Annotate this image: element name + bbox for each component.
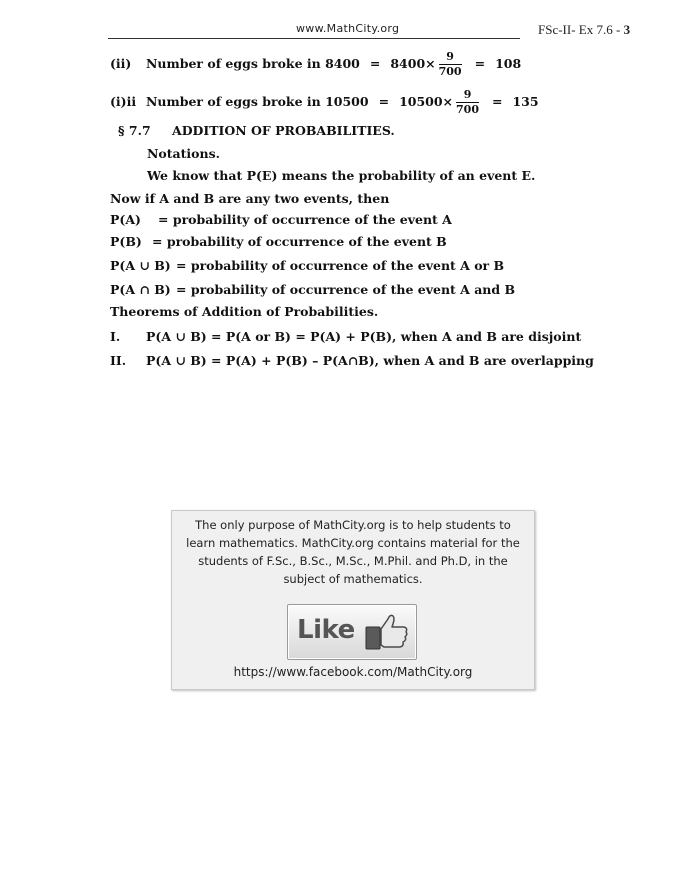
notations-heading: Notations. [147, 146, 220, 161]
meaning-union: = probability of occurrence of the event A or B [176, 258, 505, 273]
theorems-heading: Theorems of Addition of Probabilities. [110, 304, 379, 319]
theorem-formula: P(A ∪ B) = P(A or B) = P(A) + P(B), when A and B are disjoint [146, 329, 582, 344]
item-text-ii: Number of eggs broke in 8400 [146, 56, 360, 71]
symbol-pa: P(A) [110, 212, 141, 227]
fraction-iii [456, 88, 479, 117]
facebook-like-button[interactable] [287, 604, 417, 660]
multiplier-iii: 10500× [399, 94, 454, 109]
header-rule [108, 38, 520, 39]
symbol-intersection: P(A ∩ B) [110, 282, 171, 297]
facebook-link[interactable]: https://www.facebook.com/MathCity.org [233, 665, 473, 679]
fraction-numerator: 9 [456, 88, 479, 103]
theorem-two [110, 353, 594, 368]
meaning-pb: = probability of occurrence of the event B [152, 234, 447, 249]
intro-sentence: We know that P(E) means the probability of an event E. [147, 168, 536, 183]
events-sentence: Now if A and B are any two events, then [110, 191, 390, 206]
meaning-intersection: = probability of occurrence of the event A and B [176, 282, 516, 297]
header-page-number: 3 [623, 22, 631, 37]
definition-pa [110, 212, 452, 227]
result-ii: 108 [495, 56, 522, 71]
item-text-iii: Number of eggs broke in 10500 [146, 94, 369, 109]
meaning-pa: = probability of occurrence of the event A [158, 212, 452, 227]
symbol-pb: P(B) [110, 234, 142, 249]
thumbs-up-icon [364, 611, 410, 657]
header-ref-prefix: FSc-II- Ex 7.6 - [538, 22, 624, 37]
header-exercise-ref [538, 22, 630, 38]
promo-text: The only purpose of MathCity.org is to help students to learn mathematics. MathCity.org contains material for the students of F.Sc., B.Sc., M.Sc., M.Phil. and Ph.D, in the subject of mathematics. [186, 518, 520, 586]
mathcity-promo-box [171, 510, 535, 690]
equals-sign: = [378, 94, 390, 109]
definition-intersection [110, 282, 515, 297]
header-site: www.MathCity.org [296, 22, 400, 35]
fraction-ii [439, 50, 462, 79]
eggs-line-iii [110, 88, 539, 117]
fraction-numerator: 9 [439, 50, 462, 65]
section-title: ADDITION OF PROBABILITIES. [172, 123, 395, 138]
fraction-denominator: 700 [438, 65, 462, 78]
symbol-union: P(A ∪ B) [110, 258, 171, 273]
section-number: § 7.7 [118, 123, 151, 138]
like-label: Like [297, 615, 355, 645]
theorem-formula: P(A ∪ B) = P(A) + P(B) – P(A∩B), when A and B are overlapping [146, 353, 594, 368]
eggs-line-ii [110, 50, 521, 79]
equals-sign: = [369, 56, 381, 71]
item-label-iii: (i)ii [110, 94, 137, 109]
result-iii: 135 [512, 94, 539, 109]
theorem-label: II. [110, 353, 127, 368]
fraction-denominator: 700 [456, 103, 479, 116]
equals-sign: = [474, 56, 486, 71]
definition-pb [110, 234, 447, 249]
multiplier-ii: 8400× [390, 56, 436, 71]
section-heading [118, 123, 395, 138]
theorem-one [110, 329, 581, 344]
theorem-label: I. [110, 329, 121, 344]
definition-union [110, 258, 504, 273]
item-label-ii: (ii) [110, 56, 132, 71]
equals-sign: = [492, 94, 503, 109]
